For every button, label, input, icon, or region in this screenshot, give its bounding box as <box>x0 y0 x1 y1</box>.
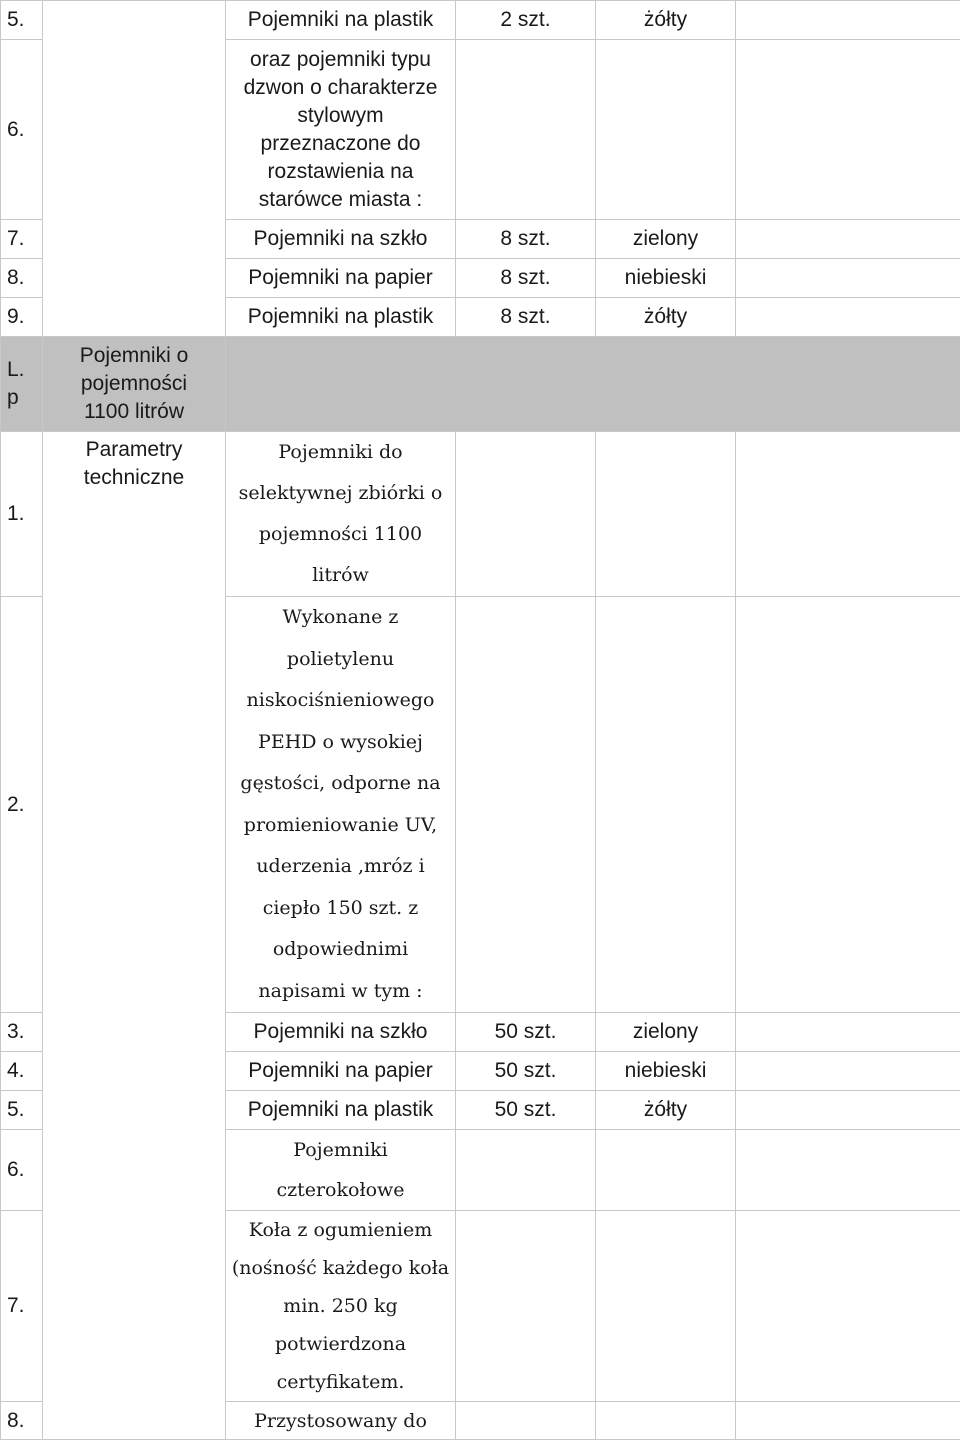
item-name: Pojemniki na szkło <box>226 220 456 259</box>
empty-cell <box>596 1402 736 1440</box>
empty-cell <box>43 1 226 337</box>
item-name: Koła z ogumieniem (nośność każdego koła min. 250 kg potwierdzona certyfikatem. <box>226 1211 455 1401</box>
empty-cell <box>736 298 960 337</box>
row-number: 7. <box>1 1211 43 1402</box>
section-header-row <box>1 337 960 432</box>
empty-cell <box>596 1130 736 1211</box>
empty-cell <box>596 40 736 220</box>
item-name: Pojemniki na plastik <box>226 1091 456 1130</box>
row-number: 3. <box>1 1013 43 1052</box>
empty-cell <box>226 337 960 432</box>
item-quantity: 50 szt. <box>456 1052 596 1091</box>
item-color: żółty <box>596 298 736 337</box>
item-quantity: 8 szt. <box>456 259 596 298</box>
item-name: Pojemniki do selektywnej zbiórki o pojemności 1100 litrów <box>226 432 455 596</box>
item-quantity: 50 szt. <box>456 1091 596 1130</box>
empty-cell <box>736 597 960 1013</box>
empty-cell <box>456 40 596 220</box>
empty-cell <box>456 1402 596 1440</box>
row-number: 9. <box>1 298 43 337</box>
item-name: Pojemniki na papier <box>226 1052 456 1091</box>
item-color: żółty <box>596 1 736 40</box>
item-name: oraz pojemniki typu dzwon o charakterze stylowym przeznaczone do rozstawienia na starówce miasta : <box>226 46 455 214</box>
empty-cell <box>736 259 960 298</box>
row-number: 8. <box>1 259 43 298</box>
section-title: Pojemniki o pojemności 1100 litrów <box>43 342 225 426</box>
item-name: Przystosowany do <box>226 1402 456 1440</box>
empty-cell <box>736 40 960 220</box>
empty-cell <box>456 1130 596 1211</box>
item-quantity: 8 szt. <box>456 220 596 259</box>
row-number: 6. <box>1 1130 43 1211</box>
item-quantity: 8 szt. <box>456 298 596 337</box>
empty-cell <box>736 432 960 597</box>
row-number: 7. <box>1 220 43 259</box>
item-color: zielony <box>596 1013 736 1052</box>
empty-cell <box>596 597 736 1013</box>
empty-cell <box>736 220 960 259</box>
item-color: żółty <box>596 1091 736 1130</box>
item-quantity: 50 szt. <box>456 1013 596 1052</box>
item-name: Pojemniki na szkło <box>226 1013 456 1052</box>
row-number: 8. <box>1 1402 43 1440</box>
table-row <box>1 432 960 597</box>
item-name: Wykonane z polietylenu niskociśnieniowego PEHD o wysokiej gęstości, odporne na promieniowanie UV, uderzenia ,mróz i ciepło 150 szt. z odpowiednimi napisami w tym : <box>226 597 455 1012</box>
empty-cell <box>736 1013 960 1052</box>
empty-cell <box>736 1402 960 1440</box>
empty-cell <box>456 432 596 597</box>
item-name: Pojemniki na plastik <box>226 298 456 337</box>
item-quantity: 2 szt. <box>456 1 596 40</box>
empty-cell <box>456 597 596 1013</box>
item-name: Pojemniki na papier <box>226 259 456 298</box>
table-row <box>1 1 960 40</box>
row-number: 5. <box>1 1091 43 1130</box>
item-color: zielony <box>596 220 736 259</box>
empty-cell <box>736 1091 960 1130</box>
row-number: 5. <box>1 1 43 40</box>
row-number: 4. <box>1 1052 43 1091</box>
empty-cell <box>736 1130 960 1211</box>
item-color: niebieski <box>596 1052 736 1091</box>
empty-cell <box>736 1 960 40</box>
item-name: Pojemniki na plastik <box>226 1 456 40</box>
empty-cell <box>596 432 736 597</box>
row-number: 1. <box>1 432 43 597</box>
empty-cell <box>736 1211 960 1402</box>
item-color: niebieski <box>596 259 736 298</box>
item-name: Pojemniki czterokołowe <box>226 1130 455 1210</box>
row-number: 6. <box>1 40 43 220</box>
header-lp: L. p <box>7 356 42 412</box>
params-label: Parametry techniczne <box>43 436 225 492</box>
row-number: 2. <box>1 597 43 1013</box>
empty-cell <box>596 1211 736 1402</box>
empty-cell <box>456 1211 596 1402</box>
empty-cell <box>736 1052 960 1091</box>
